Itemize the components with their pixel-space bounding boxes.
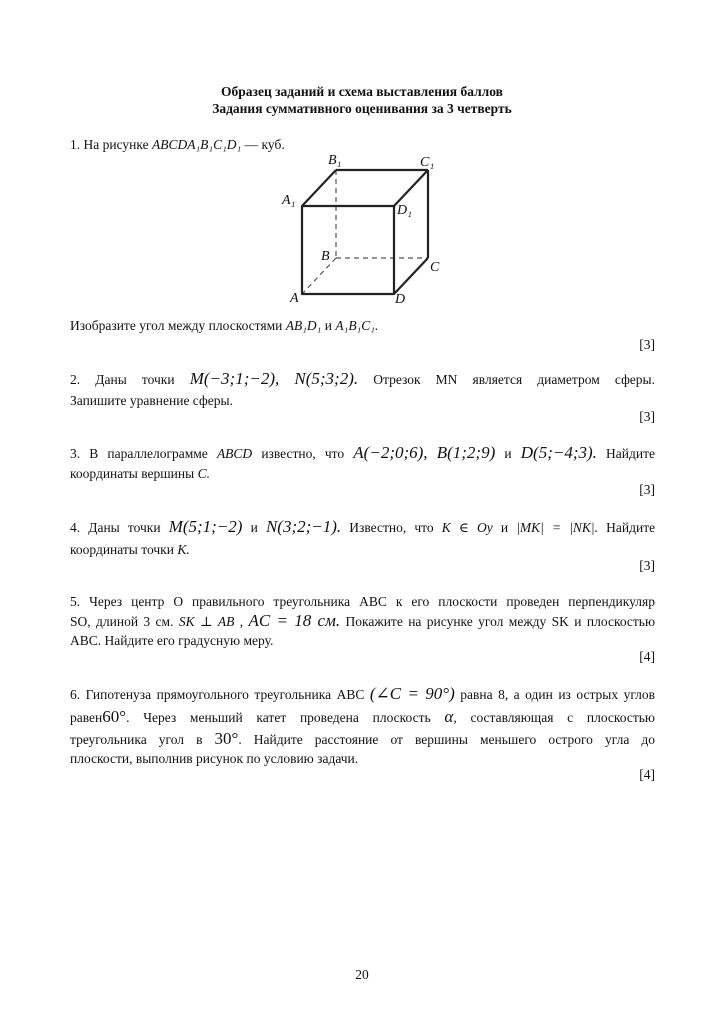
vertex-label-d: D (395, 292, 406, 307)
task-3-score: [3] (639, 482, 655, 497)
task-1-score: [3] (639, 337, 655, 352)
task-number: 6. (70, 687, 81, 702)
task-text: — куб. (244, 137, 285, 152)
task-text: равен (70, 710, 103, 725)
task-6-line-4: плоскости, выполнив рисунок по условию задачи. (70, 751, 359, 766)
task-text: и (504, 446, 512, 461)
point-b: B(1;2;9) (436, 443, 496, 462)
angle-value: 30° (214, 729, 239, 748)
task-text: координаты вершины (70, 466, 195, 481)
task-number: 2. (70, 372, 81, 387)
task-5-line-1 (70, 593, 655, 610)
task-2-line-1 (70, 370, 655, 388)
task-number: 4. (70, 520, 81, 535)
vertex-label-c: C (430, 260, 440, 275)
cube-name: ABCDA₁B₁C₁D₁ (151, 137, 242, 152)
task-text: Найдите (606, 520, 656, 535)
task-6-line-1 (70, 685, 655, 703)
task-text: . Найдите расстояние от вершины меньшего острого угла до (238, 732, 656, 747)
header-line-2: Задания суммативного оценивания за 3 четверть (212, 101, 512, 116)
task-text: и (324, 318, 332, 333)
task-4-score: [3] (639, 558, 655, 573)
task-6-line-3 (70, 730, 655, 748)
task-3-line-1 (70, 444, 655, 462)
task-text: Известно, что (349, 520, 434, 535)
task-text: . Через меньший катет проведена плоскость (126, 710, 431, 725)
task-text: Даны точки (95, 372, 175, 387)
task-5-line-3: ABC. Найдите его градусную меру. (70, 633, 274, 648)
point-m: M(5;1;−2) (168, 517, 243, 536)
cube-edge (394, 258, 428, 294)
cube-edge (394, 170, 428, 206)
task-4-line-2 (70, 541, 655, 558)
point-m: M(−3;1;−2), (189, 369, 280, 388)
task-text: SO, длиной 3 см. (70, 614, 174, 629)
task-6-line-2 (70, 708, 655, 726)
task-1-instruction (70, 317, 655, 334)
task-text: Найдите (606, 446, 655, 461)
point-d: D(5;−4;3). (520, 443, 597, 462)
vertex-label-a1: A₁ (282, 193, 296, 208)
condition: SK ⊥ AB , (178, 614, 244, 629)
condition: |MK| = |NK|. (516, 520, 599, 535)
task-number: 3. (70, 446, 81, 461)
cube-edge (302, 170, 336, 206)
vertex-label-b1: B₁ (328, 153, 342, 168)
task-number: 1. (70, 137, 81, 152)
task-text: Даны точки (88, 520, 161, 535)
task-number: 5. (70, 594, 81, 609)
plane-name: A₁B₁C₁. (335, 318, 379, 333)
vertex-label-c1: C₁ (420, 155, 435, 170)
point-a: A(−2;0;6), (353, 443, 428, 462)
cube-figure (270, 150, 460, 310)
page-number: 20 (355, 967, 369, 982)
plane-name: AB₁D₁ (285, 318, 322, 333)
task-text: Отрезок MN является диаметром сферы. (373, 372, 655, 387)
task-text: , составляющая с плоскостью (453, 710, 656, 725)
figure-name: ABCD (216, 446, 253, 461)
point-name: K. (177, 542, 190, 557)
plane-alpha: α (444, 707, 454, 726)
task-text: координаты точки (70, 542, 174, 557)
cube-front-face (302, 206, 394, 294)
task-text: и (250, 520, 258, 535)
point-n: N(5;3;2). (294, 369, 359, 388)
point-n: N(3;2;−1). (265, 517, 342, 536)
cube-edge-hidden (302, 258, 336, 294)
task-3-line-2 (70, 465, 655, 482)
task-text: Изобразите угол между плоскостями (70, 318, 283, 333)
task-2-score: [3] (639, 409, 655, 424)
vertex-name: C. (197, 466, 210, 481)
angle-condition: (∠C = 90°) (369, 684, 455, 703)
vertex-label-b: B (321, 249, 330, 264)
angle-value: 60° (102, 707, 127, 726)
task-5-line-2 (70, 612, 655, 630)
condition: K ∈ Oy (441, 520, 493, 535)
vertex-label-a: A (290, 291, 299, 306)
task-text: и (500, 520, 509, 535)
condition: AC = 18 см. (248, 611, 341, 630)
task-text: известно, что (261, 446, 345, 461)
task-text: Гипотенуза прямоугольного треугольника ABC (85, 687, 365, 702)
task-2-line-2: Запишите уравнение сферы. (70, 393, 233, 408)
task-text: В параллелограмме (89, 446, 208, 461)
task-6-score: [4] (639, 767, 655, 782)
task-text: Через центр O правильного треугольника ABC к его плоскости проведен перпендикуляр (89, 594, 656, 609)
vertex-label-d1: D₁ (397, 203, 412, 218)
task-5-score: [4] (639, 649, 655, 664)
task-text: Покажите на рисунке угол между SK и плоскостью (345, 614, 656, 629)
task-text: треугольника угол в (70, 732, 203, 747)
task-4-line-1 (70, 518, 655, 536)
task-text: равна 8, а один из острых углов (460, 687, 656, 702)
task-text: На рисунке (83, 137, 149, 152)
header-line-1: Образец заданий и схема выставления баллов (221, 84, 503, 99)
